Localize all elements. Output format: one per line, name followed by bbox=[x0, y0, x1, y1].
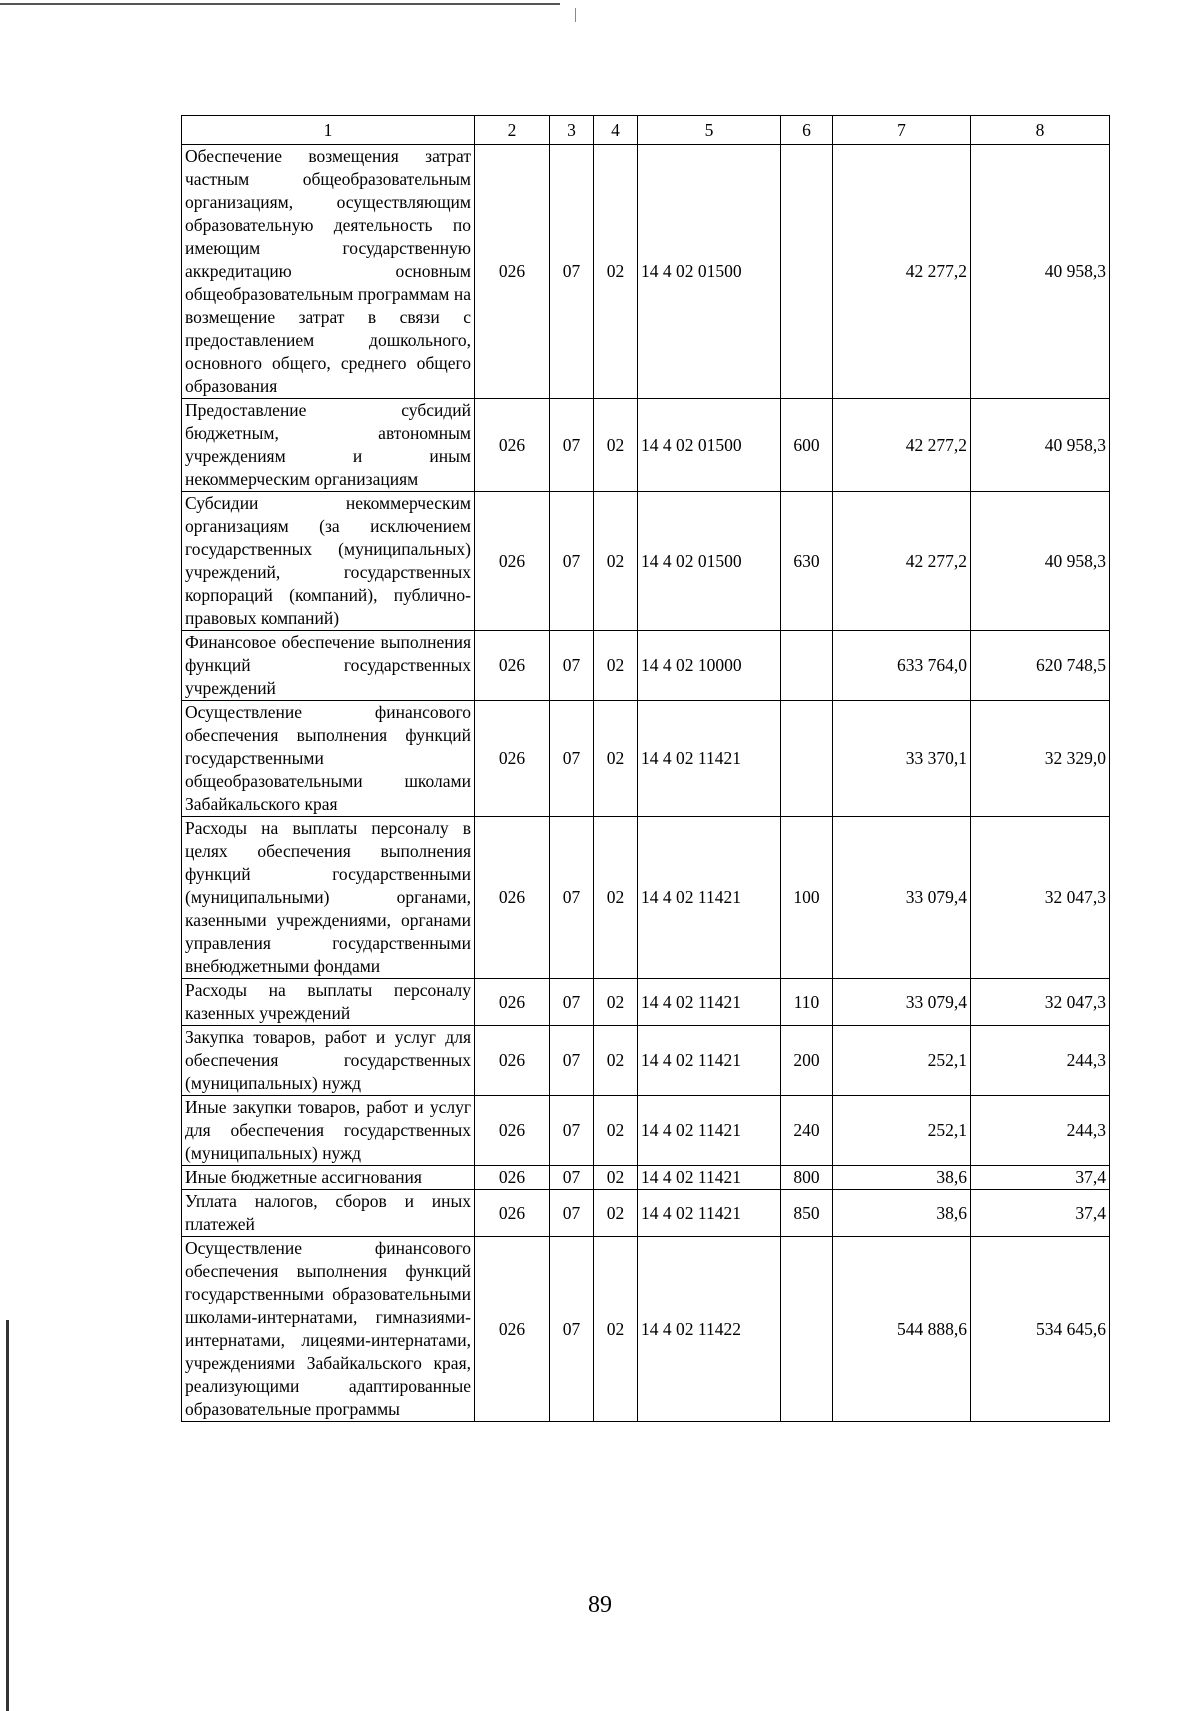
table-row bbox=[182, 1026, 1110, 1096]
cell-amount-1: 252,1 bbox=[833, 1026, 971, 1096]
table-row bbox=[182, 701, 1110, 817]
cell-ministry: 026 bbox=[475, 1166, 550, 1190]
table-row bbox=[182, 817, 1110, 979]
cell-section: 07 bbox=[550, 1190, 594, 1237]
cell-section: 07 bbox=[550, 817, 594, 979]
cell-ministry: 026 bbox=[475, 817, 550, 979]
cell-expense-type: 110 bbox=[781, 979, 833, 1026]
header-col-8: 8 bbox=[971, 116, 1110, 145]
cell-section: 07 bbox=[550, 1237, 594, 1422]
cell-target-article: 14 4 02 11422 bbox=[638, 1237, 781, 1422]
budget-table bbox=[181, 115, 1110, 1422]
row-name: Обеспечение возмещения затрат частным общеобразовательным организациям, осуществляющим образовательную деятельность по имеющим государственную аккредитацию основным общеобразовательным программам на возмещение затрат в связи с предоставлением дошкольного, основного общего, среднего общего образования bbox=[182, 145, 475, 399]
cell-ministry: 026 bbox=[475, 399, 550, 492]
header-row bbox=[182, 116, 1110, 145]
row-name: Закупка товаров, работ и услуг для обеспечения государственных (муниципальных) нужд bbox=[182, 1026, 475, 1096]
cell-target-article: 14 4 02 11421 bbox=[638, 1026, 781, 1096]
cell-expense-type bbox=[781, 1237, 833, 1422]
cell-expense-type bbox=[781, 701, 833, 817]
cell-subsection: 02 bbox=[594, 492, 638, 631]
header-col-6: 6 bbox=[781, 116, 833, 145]
table-row bbox=[182, 399, 1110, 492]
cell-subsection: 02 bbox=[594, 399, 638, 492]
cell-amount-2: 32 047,3 bbox=[971, 979, 1110, 1026]
cell-subsection: 02 bbox=[594, 1190, 638, 1237]
cell-amount-2: 37,4 bbox=[971, 1166, 1110, 1190]
page-number: 89 bbox=[588, 1592, 612, 1618]
cell-amount-2: 244,3 bbox=[971, 1026, 1110, 1096]
cell-amount-1: 42 277,2 bbox=[833, 492, 971, 631]
scan-artifact-tick bbox=[575, 8, 576, 22]
header-col-3: 3 bbox=[550, 116, 594, 145]
cell-amount-1: 633 764,0 bbox=[833, 631, 971, 701]
cell-expense-type: 100 bbox=[781, 817, 833, 979]
header-col-7: 7 bbox=[833, 116, 971, 145]
cell-amount-2: 32 047,3 bbox=[971, 817, 1110, 979]
row-name: Расходы на выплаты персоналу в целях обеспечения выполнения функций государственными (муниципальными) органами, казенными учреждениями, органами управления государственными внебюджетными фондами bbox=[182, 817, 475, 979]
cell-amount-1: 42 277,2 bbox=[833, 399, 971, 492]
cell-amount-2: 40 958,3 bbox=[971, 145, 1110, 399]
cell-target-article: 14 4 02 01500 bbox=[638, 492, 781, 631]
cell-section: 07 bbox=[550, 701, 594, 817]
row-name: Уплата налогов, сборов и иных платежей bbox=[182, 1190, 475, 1237]
cell-subsection: 02 bbox=[594, 817, 638, 979]
cell-expense-type bbox=[781, 631, 833, 701]
table-row bbox=[182, 1166, 1110, 1190]
row-name: Иные закупки товаров, работ и услуг для обеспечения государственных (муниципальных) нужд bbox=[182, 1096, 475, 1166]
row-name: Расходы на выплаты персоналу казенных учреждений bbox=[182, 979, 475, 1026]
cell-amount-2: 40 958,3 bbox=[971, 399, 1110, 492]
scan-artifact-line bbox=[0, 3, 560, 5]
row-name: Предоставление субсидий бюджетным, автономным учреждениям и иным некоммерческим организациям bbox=[182, 399, 475, 492]
cell-target-article: 14 4 02 11421 bbox=[638, 1190, 781, 1237]
cell-ministry: 026 bbox=[475, 1190, 550, 1237]
cell-amount-1: 38,6 bbox=[833, 1166, 971, 1190]
cell-amount-2: 40 958,3 bbox=[971, 492, 1110, 631]
cell-target-article: 14 4 02 10000 bbox=[638, 631, 781, 701]
cell-amount-2: 37,4 bbox=[971, 1190, 1110, 1237]
cell-expense-type: 850 bbox=[781, 1190, 833, 1237]
cell-subsection: 02 bbox=[594, 1166, 638, 1190]
cell-section: 07 bbox=[550, 145, 594, 399]
table-row bbox=[182, 1190, 1110, 1237]
cell-ministry: 026 bbox=[475, 1026, 550, 1096]
cell-amount-1: 42 277,2 bbox=[833, 145, 971, 399]
header-col-4: 4 bbox=[594, 116, 638, 145]
cell-ministry: 026 bbox=[475, 631, 550, 701]
cell-expense-type: 800 bbox=[781, 1166, 833, 1190]
cell-ministry: 026 bbox=[475, 1237, 550, 1422]
scan-artifact-edge bbox=[6, 1320, 9, 1711]
cell-target-article: 14 4 02 11421 bbox=[638, 1096, 781, 1166]
header-col-1: 1 bbox=[182, 116, 475, 145]
cell-section: 07 bbox=[550, 1166, 594, 1190]
cell-amount-1: 38,6 bbox=[833, 1190, 971, 1237]
cell-subsection: 02 bbox=[594, 1026, 638, 1096]
cell-ministry: 026 bbox=[475, 492, 550, 631]
cell-target-article: 14 4 02 01500 bbox=[638, 399, 781, 492]
cell-subsection: 02 bbox=[594, 979, 638, 1026]
table-row bbox=[182, 631, 1110, 701]
table-row bbox=[182, 492, 1110, 631]
cell-amount-2: 32 329,0 bbox=[971, 701, 1110, 817]
cell-section: 07 bbox=[550, 979, 594, 1026]
row-name: Осуществление финансового обеспечения выполнения функций государственными образовательными школами-интернатами, гимназиями-интернатами, лицеями-интернатами, учреждениями Забайкальского края, реализующими адаптированные образовательные программы bbox=[182, 1237, 475, 1422]
cell-section: 07 bbox=[550, 399, 594, 492]
header-col-2: 2 bbox=[475, 116, 550, 145]
cell-ministry: 026 bbox=[475, 979, 550, 1026]
header-col-5: 5 bbox=[638, 116, 781, 145]
cell-section: 07 bbox=[550, 1096, 594, 1166]
table-row bbox=[182, 1237, 1110, 1422]
cell-subsection: 02 bbox=[594, 1237, 638, 1422]
row-name: Иные бюджетные ассигнования bbox=[182, 1166, 475, 1190]
cell-target-article: 14 4 02 11421 bbox=[638, 979, 781, 1026]
cell-target-article: 14 4 02 11421 bbox=[638, 701, 781, 817]
cell-expense-type: 600 bbox=[781, 399, 833, 492]
cell-expense-type: 240 bbox=[781, 1096, 833, 1166]
cell-expense-type: 630 bbox=[781, 492, 833, 631]
cell-ministry: 026 bbox=[475, 701, 550, 817]
cell-section: 07 bbox=[550, 1026, 594, 1096]
row-name: Финансовое обеспечение выполнения функций государственных учреждений bbox=[182, 631, 475, 701]
cell-subsection: 02 bbox=[594, 145, 638, 399]
cell-amount-2: 620 748,5 bbox=[971, 631, 1110, 701]
table-row bbox=[182, 145, 1110, 399]
cell-amount-1: 33 079,4 bbox=[833, 979, 971, 1026]
cell-section: 07 bbox=[550, 631, 594, 701]
cell-subsection: 02 bbox=[594, 631, 638, 701]
cell-amount-2: 244,3 bbox=[971, 1096, 1110, 1166]
cell-target-article: 14 4 02 11421 bbox=[638, 817, 781, 979]
row-name: Осуществление финансового обеспечения выполнения функций государственными общеобразовательными школами Забайкальского края bbox=[182, 701, 475, 817]
cell-ministry: 026 bbox=[475, 1096, 550, 1166]
row-name: Субсидии некоммерческим организациям (за исключением государственных (муниципальных) учреждений, государственных корпораций (компаний), публично-правовых компаний) bbox=[182, 492, 475, 631]
cell-expense-type: 200 bbox=[781, 1026, 833, 1096]
cell-amount-1: 33 079,4 bbox=[833, 817, 971, 979]
cell-subsection: 02 bbox=[594, 701, 638, 817]
cell-subsection: 02 bbox=[594, 1096, 638, 1166]
table-row bbox=[182, 979, 1110, 1026]
cell-amount-1: 544 888,6 bbox=[833, 1237, 971, 1422]
cell-amount-1: 252,1 bbox=[833, 1096, 971, 1166]
cell-ministry: 026 bbox=[475, 145, 550, 399]
cell-amount-1: 33 370,1 bbox=[833, 701, 971, 817]
cell-expense-type bbox=[781, 145, 833, 399]
cell-target-article: 14 4 02 11421 bbox=[638, 1166, 781, 1190]
cell-amount-2: 534 645,6 bbox=[971, 1237, 1110, 1422]
table-row bbox=[182, 1096, 1110, 1166]
cell-target-article: 14 4 02 01500 bbox=[638, 145, 781, 399]
cell-section: 07 bbox=[550, 492, 594, 631]
